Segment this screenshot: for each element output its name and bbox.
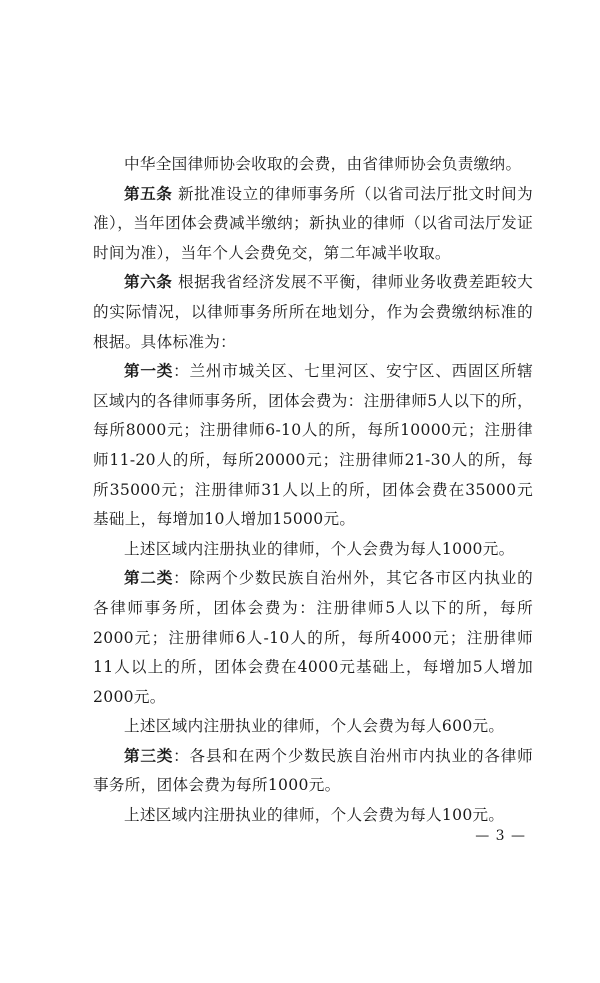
paragraph-text: 中华全国律师协会收取的会费，由省律师协会负责缴纳。 [124,155,522,173]
paragraph-category-2-individual-fee [93,712,533,742]
article-6-text: 根据我省经济发展不平衡，律师业务收费差距较大的实际情况，以律师事务所所在地划分，作为会费缴纳标准的根据。具体标准为： [93,273,533,351]
paragraph-category-3 [93,742,533,801]
category-2-text: ：除两个少数民族自治州外，其它各市区内执业的各律师事务所，团体会费为：注册律师5人以下的所，每所2000元；注册律师6人-10人的所，每所4000元；注册律师11人以上的所，团体会费在4000元基础上，每增加5人增加2000元。 [93,569,533,706]
paragraph-article-6 [93,268,533,357]
category-1-heading: 第一类 [124,362,174,381]
category-2-individual-fee-text: 上述区域内注册执业的律师，个人会费为每人600元。 [124,717,505,736]
document-body [93,150,533,831]
paragraph-article-5 [93,180,533,269]
paragraph-category-1 [93,357,533,535]
paragraph-category-2 [93,564,533,712]
category-3-individual-fee-text: 上述区域内注册执业的律师，个人会费为每人100元。 [124,806,505,825]
article-5-text: 新批准设立的律师事务所（以省司法厅批文时间为准），当年团体会费减半缴纳；新执业的律师（以省司法厅发证时间为准），当年个人会费免交，第二年减半收取。 [93,184,533,262]
category-1-text: ：兰州市城关区、七里河区、安宁区、西固区所辖区域内的各律师事务所，团体会费为：注册律师5人以下的所，每所8000元；注册律师6-10人的所，每所10000元；注册律师11-20人的所，每所20000元；注册律师21-30人的所，每所35000元；注册律师31人以上的所，团体会费在35000元基础上，每增加10人增加15000元。 [93,362,533,529]
category-3-text: ：各县和在两个少数民族自治州市内执业的各律师事务所，团体会费为每所1000元。 [93,746,533,795]
category-3-heading: 第三类 [124,746,174,765]
article-6-heading: 第六条 [124,273,173,292]
paragraph-category-3-individual-fee [93,801,533,831]
paragraph-membership-fee-payment [93,150,533,180]
page-number: — 3 — [475,828,526,844]
category-1-individual-fee-text: 上述区域内注册执业的律师，个人会费为每人1000元。 [124,539,515,558]
category-2-heading: 第二类 [124,569,174,588]
article-5-heading: 第五条 [124,184,173,203]
paragraph-category-1-individual-fee [93,535,533,565]
